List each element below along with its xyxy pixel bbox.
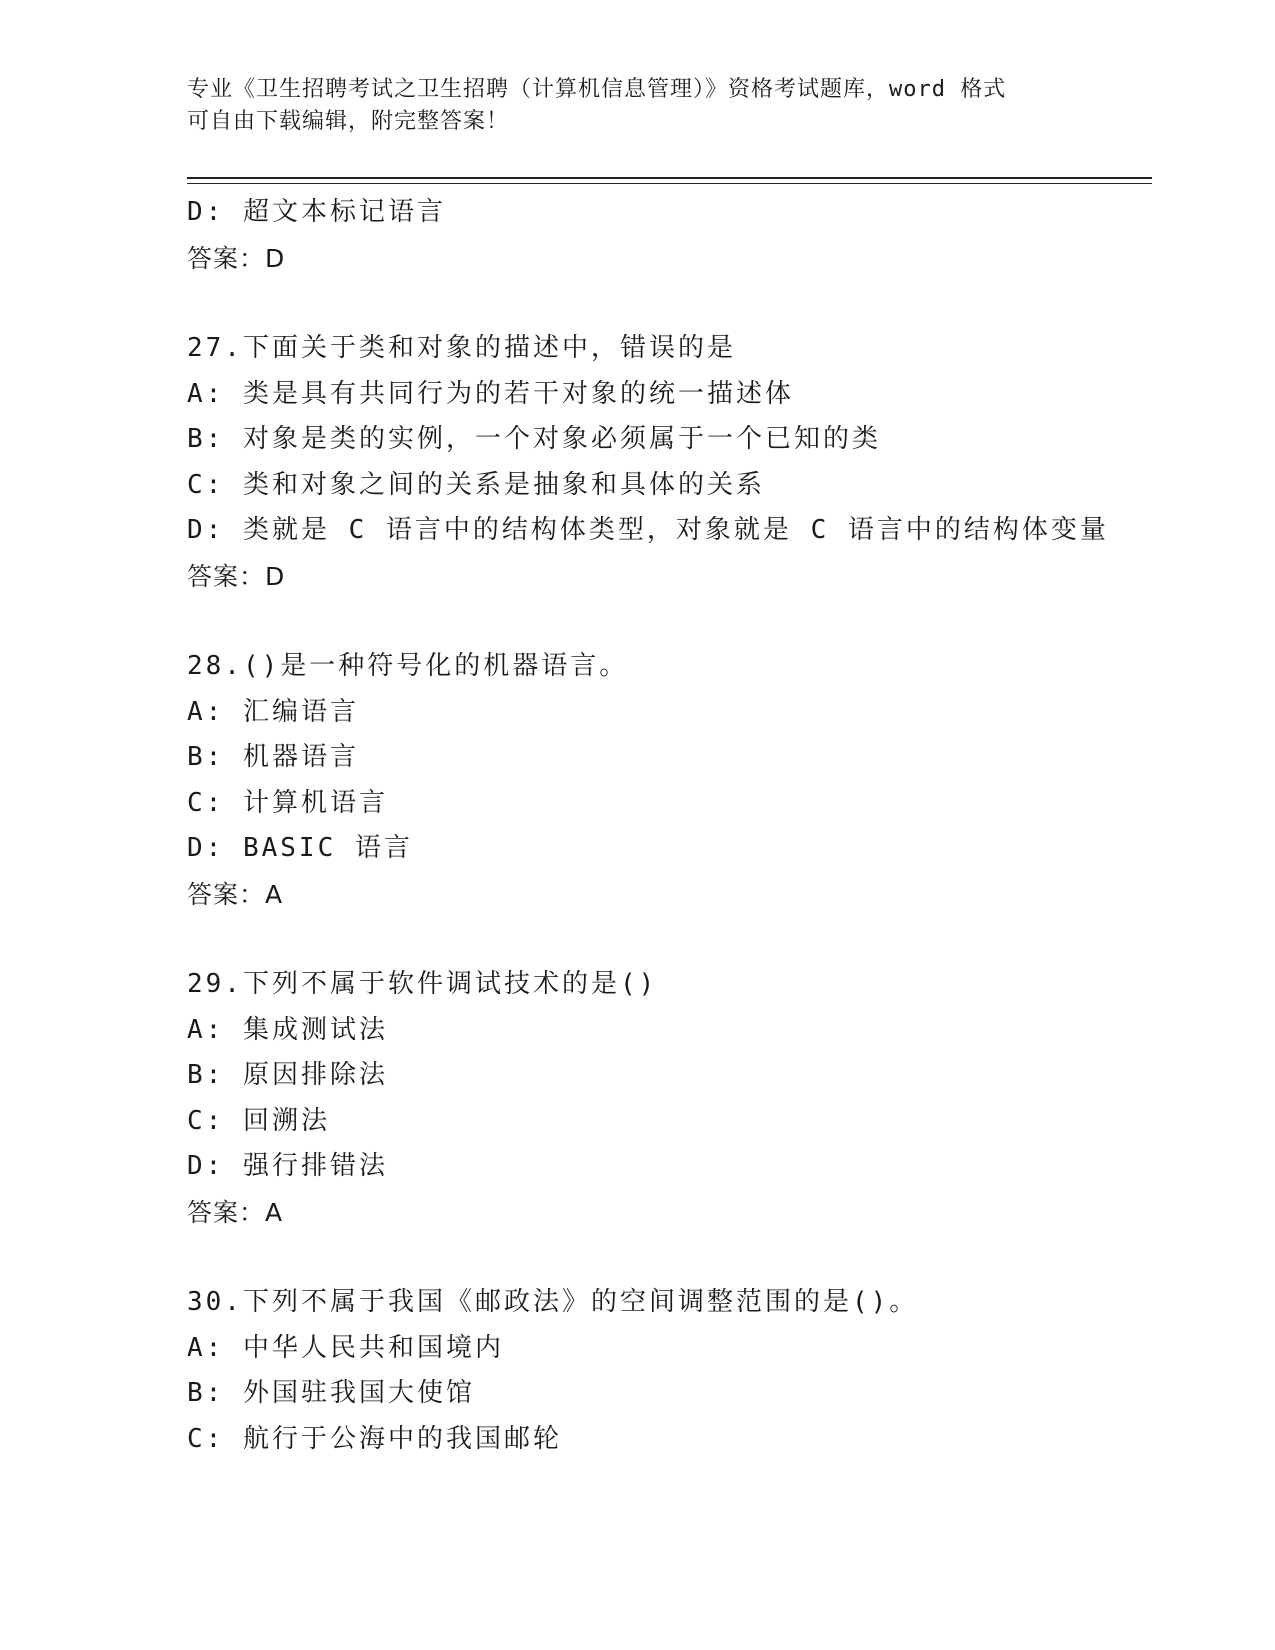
- option-b: B: 对象是类的实例，一个对象必须属于一个已知的类: [187, 424, 881, 454]
- option-a: A: 汇编语言: [187, 696, 359, 727]
- option-d: D: 强行排错法: [187, 1151, 388, 1181]
- option-d: D: 超文本标记语言: [187, 197, 446, 227]
- option-b: B: 外国驻我国大使馆: [187, 1378, 475, 1408]
- question-stem-29: 29.下列不属于软件调试技术的是(): [187, 969, 658, 999]
- document-header: [187, 74, 1067, 138]
- answer-line: 答案：D: [187, 561, 286, 591]
- header-line-2: 可自由下载编辑，附完整答案！: [187, 109, 510, 134]
- question-stem-28: 28.()是一种符号化的机器语言。: [187, 651, 629, 681]
- answer-line: 答案：D: [187, 243, 286, 273]
- option-c: C: 回溯法: [187, 1105, 330, 1136]
- option-c: C: 类和对象之间的关系是抽象和具体的关系: [187, 469, 765, 500]
- option-b: B: 机器语言: [187, 742, 359, 772]
- option-b: B: 原因排除法: [187, 1060, 388, 1090]
- option-c: C: 计算机语言: [187, 787, 388, 818]
- question-stem-30: 30.下列不属于我国《邮政法》的空间调整范围的是()。: [187, 1287, 919, 1317]
- answer-line: 答案：A: [187, 1197, 284, 1227]
- option-d: D: BASIC 语言: [187, 833, 413, 863]
- option-a: A: 中华人民共和国境内: [187, 1332, 504, 1363]
- option-a: A: 集成测试法: [187, 1014, 388, 1045]
- option-c: C: 航行于公海中的我国邮轮: [187, 1423, 562, 1454]
- option-d: D: 类就是 C 语言中的结构体类型，对象就是 C 语言中的结构体变量: [187, 515, 1109, 545]
- header-divider-thick: [187, 177, 1152, 179]
- header-line-1: 专业《卫生招聘考试之卫生招聘（计算机信息管理）》资格考试题库，word 格式: [187, 77, 1007, 102]
- answer-line: 答案：A: [187, 879, 284, 909]
- question-list: [187, 190, 1147, 1462]
- header-divider-thin: [187, 183, 1152, 184]
- question-stem-27: 27.下面关于类和对象的描述中，错误的是: [187, 333, 736, 363]
- option-a: A: 类是具有共同行为的若干对象的统一描述体: [187, 378, 794, 409]
